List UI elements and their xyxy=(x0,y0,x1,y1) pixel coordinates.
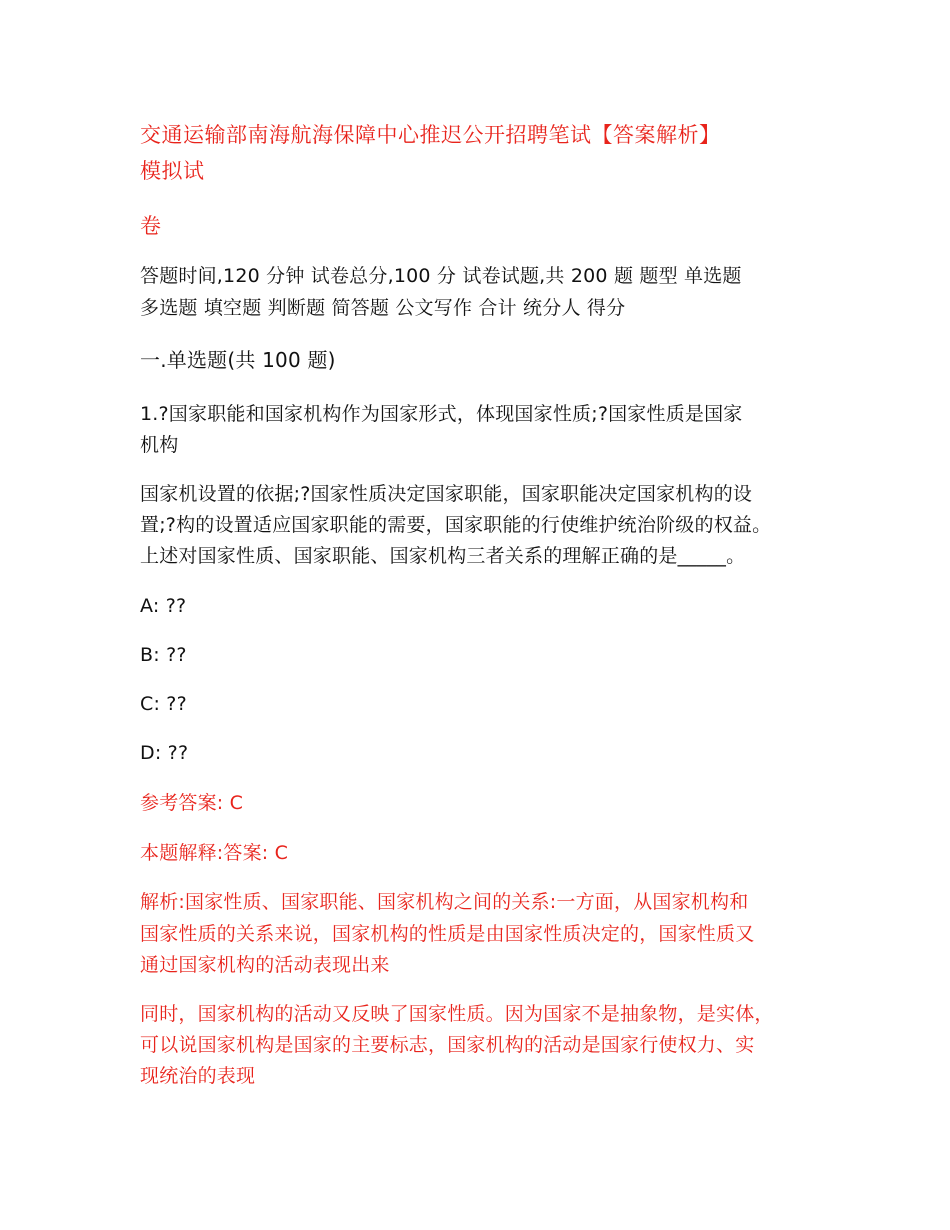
document-title-line-3: 卷 xyxy=(140,214,162,238)
analysis-line-2: 国家性质的关系来说，国家机构的性质是由国家性质决定的，国家性质又 xyxy=(140,923,755,945)
analysis-line-4: 同时，国家机构的活动又反映了国家性质。因为国家不是抽象物，是实体， xyxy=(140,1003,774,1025)
question-line-5: 上述对国家性质、国家职能、国家机构三者关系的理解正确的是_____。 xyxy=(140,545,746,567)
reference-answer: 参考答案: C xyxy=(140,792,244,814)
explanation-label: 本题解释:答案: C xyxy=(140,842,289,864)
document-title-line-1: 交通运输部南海航海保障中心推迟公开招聘笔试【答案解析】 xyxy=(140,123,721,147)
analysis-line-1: 解析:国家性质、国家职能、国家机构之间的关系:一方面，从国家机构和 xyxy=(140,891,749,913)
question-line-3: 国家机设置的依据;?国家性质决定国家职能，国家职能决定国家机构的设 xyxy=(140,483,753,505)
exam-info-line-2: 多选题 填空题 判断题 简答题 公文写作 合计 统分人 得分 xyxy=(140,297,626,319)
option-d: D: ?? xyxy=(140,742,189,764)
option-b: B: ?? xyxy=(140,644,187,666)
document-title-line-2: 模拟试 xyxy=(140,159,205,183)
analysis-line-3: 通过国家机构的活动表现出来 xyxy=(140,954,390,976)
analysis-line-5: 可以说国家机构是国家的主要标志，国家机构的活动是国家行使权力、实 xyxy=(140,1034,755,1056)
question-line-2: 机构 xyxy=(140,434,179,456)
option-a: A: ?? xyxy=(140,595,187,617)
section-heading: 一.单选题(共 100 题) xyxy=(140,348,336,372)
option-c: C: ?? xyxy=(140,693,187,715)
question-line-4: 置;?构的设置适应国家职能的需要，国家职能的行使维护统治阶级的权益。 xyxy=(140,514,772,536)
exam-info-line-1: 答题时间,120 分钟 试卷总分,100 分 试卷试题,共 200 题 题型 单选题 xyxy=(140,265,742,287)
analysis-line-6: 现统治的表现 xyxy=(140,1065,256,1087)
question-line-1: 1.?国家职能和国家机构作为国家形式，体现国家性质;?国家性质是国家 xyxy=(140,403,743,425)
